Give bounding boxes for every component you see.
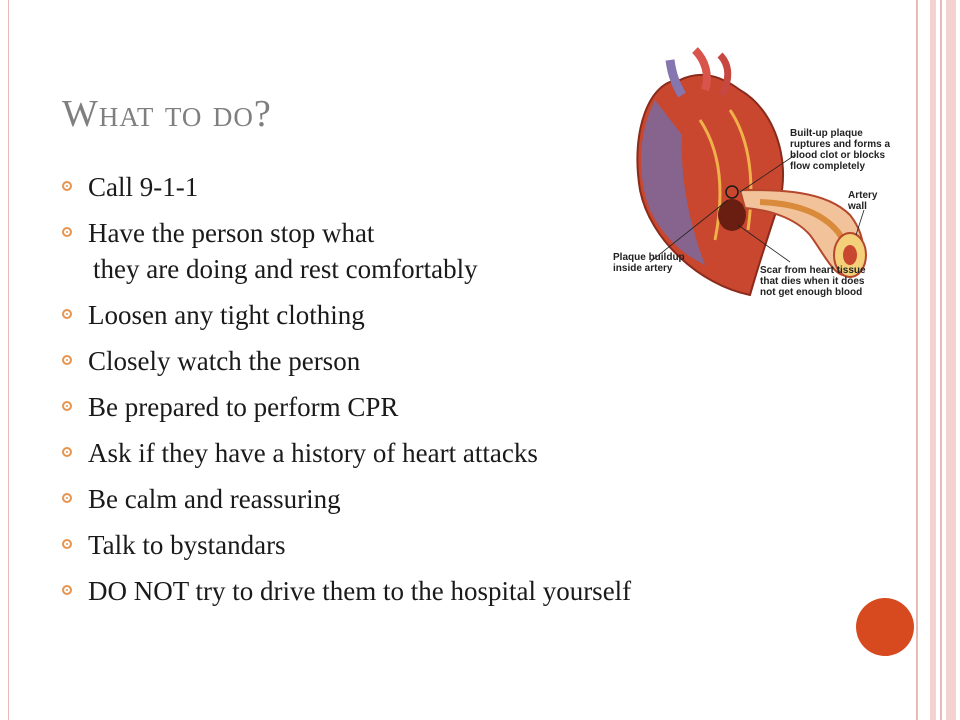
list-item: DO NOT try to drive them to the hospital yourself: [60, 576, 740, 607]
list-item: Closely watch the person: [60, 346, 740, 377]
list-item: Be calm and reassuring: [60, 484, 740, 515]
label-plaque-rupture: Built-up plaque ruptures and forms a blood clot or blocks flow completely: [790, 128, 891, 172]
left-border-line: [8, 0, 9, 720]
bullet-icon: [62, 355, 72, 365]
right-border-stripes: [916, 0, 960, 720]
bullet-icon: [62, 493, 72, 503]
list-item: Call 9-1-1: [60, 172, 740, 203]
bullet-icon: [62, 401, 72, 411]
label-plaque-buildup: Plaque buildup inside artery: [613, 252, 685, 274]
bullet-icon: [62, 539, 72, 549]
label-scar: Scar from heart tissue that dies when it does not get enough blood: [760, 265, 866, 298]
list-item-continuation: they are doing and rest comfortably: [93, 254, 478, 284]
bullet-icon: [62, 227, 72, 237]
list-item: Be prepared to perform CPR: [60, 392, 740, 423]
bullet-icon: [62, 309, 72, 319]
label-artery-wall: Artery wall: [848, 190, 878, 212]
slide-title: What to do?: [62, 93, 272, 135]
list-item: Talk to bystandars: [60, 530, 740, 561]
decorative-circle: [856, 598, 914, 656]
list-item: Have the person stop what: [60, 218, 740, 249]
heart-artery-figure: [610, 40, 910, 310]
bullet-icon: [62, 447, 72, 457]
list-item: Ask if they have a history of heart attacks: [60, 438, 740, 469]
list-item: Loosen any tight clothing: [60, 300, 740, 331]
bullet-icon: [62, 585, 72, 595]
bullet-icon: [62, 181, 72, 191]
